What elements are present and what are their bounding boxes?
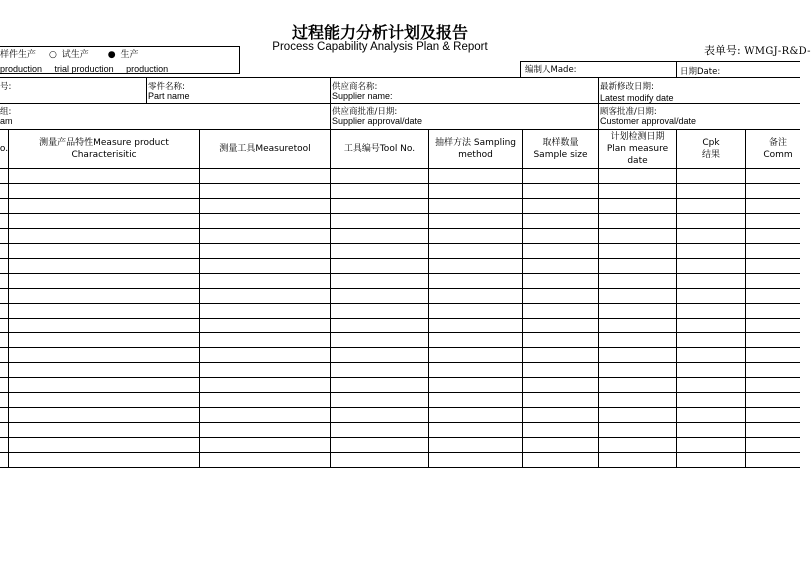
part-number-label: 号: bbox=[0, 82, 12, 92]
table-row-line bbox=[0, 347, 800, 348]
modify-cell-line bbox=[598, 77, 599, 129]
col-tool-no-header: 工具编号Tool No. bbox=[343, 144, 416, 154]
col-cpk-line1: Cpk bbox=[702, 138, 720, 148]
part-name-en: Part name bbox=[148, 91, 190, 101]
info-row1-top-line bbox=[0, 77, 800, 78]
col-no-header: o. bbox=[0, 144, 9, 154]
table-column-line bbox=[199, 129, 200, 467]
stage-trial-label: 试生产 bbox=[61, 50, 89, 60]
col-plan-date-line3: date bbox=[627, 156, 648, 166]
date-label: 日期Date: bbox=[680, 67, 721, 77]
stage-sample-en: production bbox=[0, 64, 43, 74]
supplier-name-cn: 供应商名称: bbox=[332, 82, 378, 92]
table-row-line bbox=[0, 437, 800, 438]
date-cell-left-line bbox=[676, 61, 677, 77]
title-cn: 过程能力分析计划及报告 bbox=[291, 23, 468, 42]
col-sample-size-header bbox=[523, 130, 598, 168]
col-sample-size-line1: 取样数量 bbox=[542, 138, 579, 148]
table-row-line bbox=[0, 407, 800, 408]
table-column-line bbox=[676, 129, 677, 467]
stage-options-en bbox=[0, 64, 168, 74]
table-row-line bbox=[0, 213, 800, 214]
table-row-line bbox=[0, 273, 800, 274]
table-row-line bbox=[0, 258, 800, 259]
col-cpk-header bbox=[677, 130, 745, 168]
table-column-line bbox=[330, 129, 331, 467]
col-measure-tool-header: 测量工具Measuretool bbox=[219, 144, 311, 154]
customer-approval-cn: 顾客批准/日期: bbox=[600, 107, 657, 117]
col-plan-date-header bbox=[599, 130, 676, 168]
form-number bbox=[704, 42, 811, 58]
stage-production-label: 生产 bbox=[120, 50, 139, 60]
latest-modify-en: Latest modify date bbox=[600, 93, 674, 103]
col-sampling-header bbox=[429, 130, 522, 168]
stage-options-cn bbox=[0, 47, 139, 60]
table-column-line bbox=[8, 129, 9, 467]
col-sampling-line2: method bbox=[458, 150, 493, 160]
table-row-line bbox=[0, 183, 800, 184]
supplier-approval-cn: 供应商批准/日期: bbox=[332, 107, 398, 117]
stage-sample-label: 样件生产 bbox=[0, 50, 37, 60]
table-row-line bbox=[0, 332, 800, 333]
table-row-line bbox=[0, 288, 800, 289]
latest-modify-cn: 最新修改日期: bbox=[600, 82, 654, 92]
col-measure-product-header bbox=[9, 130, 199, 168]
customer-approval-en: Customer approval/date bbox=[600, 116, 697, 126]
col-comment-header: 备注Comm bbox=[763, 138, 793, 160]
col-sampling-line1: 抽样方法 Sampling bbox=[435, 138, 516, 148]
table-row-line bbox=[0, 318, 800, 319]
table-row-line bbox=[0, 422, 800, 423]
table-row-line bbox=[0, 362, 800, 363]
table-row-line bbox=[0, 243, 800, 244]
table-row-line bbox=[0, 452, 800, 453]
col-measure-product-line2: Characterisitic bbox=[71, 150, 137, 160]
table-column-line bbox=[598, 129, 599, 467]
team-cn: 组: bbox=[0, 107, 12, 117]
part-name-cn: 零件名称: bbox=[148, 82, 185, 92]
supplier-name-en: Supplier name: bbox=[332, 91, 393, 101]
table-row-line bbox=[0, 228, 800, 229]
supplier-cell-line bbox=[330, 77, 331, 129]
table-row-line bbox=[0, 392, 800, 393]
col-cpk-line2: 结果 bbox=[701, 150, 720, 160]
table-row-line bbox=[0, 303, 800, 304]
col-plan-date-line2: Plan measure bbox=[606, 144, 669, 154]
col-plan-date-line1: 计划检测日期 bbox=[610, 132, 665, 142]
col-sample-size-line2: Sample size bbox=[533, 150, 588, 160]
team-en: am bbox=[0, 116, 13, 126]
table-top-line bbox=[0, 129, 800, 130]
table-row-line bbox=[0, 198, 800, 199]
form-number-label: 表单号: bbox=[704, 44, 741, 57]
table-column-line bbox=[428, 129, 429, 467]
title-en: Process Capability Analysis Plan & Report bbox=[272, 41, 488, 53]
table-column-line bbox=[745, 129, 746, 467]
supplier-approval-en: Supplier approval/date bbox=[332, 116, 423, 126]
made-by-label: 编制人Made: bbox=[525, 65, 577, 75]
table-row-line bbox=[0, 377, 800, 378]
info-row2-top-line bbox=[0, 103, 800, 104]
form-number-value: WMGJ-R&D- bbox=[744, 46, 811, 57]
made-row-top-line bbox=[520, 61, 800, 62]
made-cell-left-line bbox=[520, 61, 521, 77]
table-header-bottom-line bbox=[0, 168, 800, 169]
table-column-line bbox=[522, 129, 523, 467]
stage-trial-en: trial production bbox=[54, 64, 114, 74]
col-measure-product-line1: 测量产品特性Measure product bbox=[39, 138, 169, 148]
table-row-line bbox=[0, 467, 800, 468]
stage-production-radio[interactable]: ● bbox=[107, 50, 116, 60]
stage-production-en: production bbox=[126, 64, 169, 74]
stage-trial-radio[interactable]: ○ bbox=[48, 50, 57, 60]
part-name-cell-line bbox=[146, 77, 147, 103]
